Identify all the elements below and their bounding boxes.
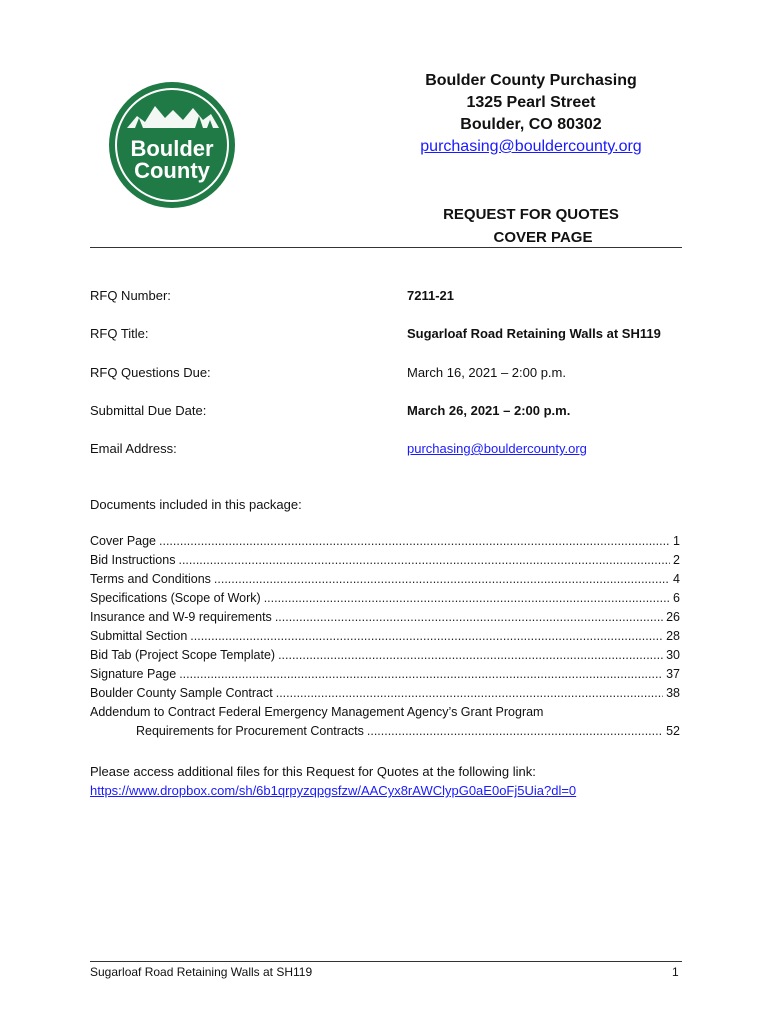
- toc-item[interactable]: [90, 705, 680, 724]
- toc-title: Cover Page: [90, 534, 157, 548]
- toc-page: 26: [666, 610, 680, 624]
- additional-files: [90, 762, 576, 800]
- page-title: [390, 203, 672, 249]
- documents-intro: Documents included in this package:: [90, 497, 302, 512]
- toc-page: 52: [666, 724, 680, 738]
- footer-title: Sugarloaf Road Retaining Walls at SH119: [90, 965, 313, 979]
- toc-page: 4: [673, 572, 680, 586]
- toc-item[interactable]: [90, 553, 680, 572]
- toc-item[interactable]: [90, 686, 680, 705]
- logo-text-line2: County: [134, 158, 210, 183]
- toc-item[interactable]: [90, 534, 680, 553]
- field-label: RFQ Title:: [90, 326, 149, 341]
- toc-title: Bid Instructions: [90, 553, 176, 567]
- org-name: Boulder County Purchasing: [425, 72, 637, 89]
- toc-item[interactable]: [90, 667, 680, 686]
- footer-page-number: 1: [672, 965, 679, 979]
- toc-title: Signature Page: [90, 667, 177, 681]
- title-divider: [90, 247, 682, 248]
- toc-title: Submittal Section: [90, 629, 188, 643]
- access-text: Please access additional files for this Request for Quotes at the following link:: [90, 764, 536, 779]
- toc-title: Terms and Conditions: [90, 572, 211, 586]
- toc-page: 1: [673, 534, 680, 548]
- toc-page: 2: [673, 553, 680, 567]
- toc-page: 30: [666, 648, 680, 662]
- field-label: RFQ Questions Due:: [90, 365, 211, 380]
- toc-title: Boulder County Sample Contract: [90, 686, 273, 700]
- toc-item[interactable]: [90, 591, 680, 610]
- toc-item[interactable]: [90, 610, 680, 629]
- field-value: Sugarloaf Road Retaining Walls at SH119: [407, 326, 661, 341]
- org-header: [390, 70, 672, 158]
- field-value: 7211-21: [407, 288, 454, 303]
- toc-item[interactable]: [90, 629, 680, 648]
- title-line1: REQUEST FOR QUOTES: [443, 206, 619, 223]
- toc-page: 37: [666, 667, 680, 681]
- footer-divider: [90, 961, 682, 962]
- toc-title: Specifications (Scope of Work): [90, 591, 261, 605]
- org-email-link[interactable]: purchasing@bouldercounty.org: [420, 138, 642, 155]
- toc-page: 38: [666, 686, 680, 700]
- toc-item[interactable]: [90, 572, 680, 591]
- toc-title: Bid Tab (Project Scope Template): [90, 648, 276, 662]
- email-address-link[interactable]: purchasing@bouldercounty.org: [407, 441, 587, 456]
- toc-item[interactable]: [90, 724, 680, 743]
- toc-page: 6: [673, 591, 680, 605]
- logo-graphic: [107, 80, 237, 210]
- field-label: Email Address:: [90, 441, 177, 456]
- toc-title: Requirements for Procurement Contracts: [136, 724, 364, 738]
- org-city: Boulder, CO 80302: [460, 116, 602, 133]
- boulder-county-logo-icon: [107, 80, 237, 210]
- title-line2: COVER PAGE: [493, 229, 593, 246]
- org-street: 1325 Pearl Street: [466, 94, 596, 111]
- field-label: Submittal Due Date:: [90, 403, 207, 418]
- field-value: March 16, 2021 – 2:00 p.m.: [407, 365, 566, 380]
- table-of-contents: [90, 534, 680, 743]
- toc-title: Insurance and W-9 requirements: [90, 610, 272, 624]
- dropbox-link[interactable]: https://www.dropbox.com/sh/6b1qrpyzqpgsfzw/AACyx8rAWClypG0aE0oFj5Uia?dl=0: [90, 783, 577, 798]
- toc-title: Addendum to Contract Federal Emergency Management Agency’s Grant Program: [90, 705, 544, 719]
- logo-text-line1: Boulder: [130, 136, 214, 161]
- toc-item[interactable]: [90, 648, 680, 667]
- toc-page: 28: [666, 629, 680, 643]
- field-label: RFQ Number:: [90, 288, 171, 303]
- field-value: March 26, 2021 – 2:00 p.m.: [407, 403, 571, 418]
